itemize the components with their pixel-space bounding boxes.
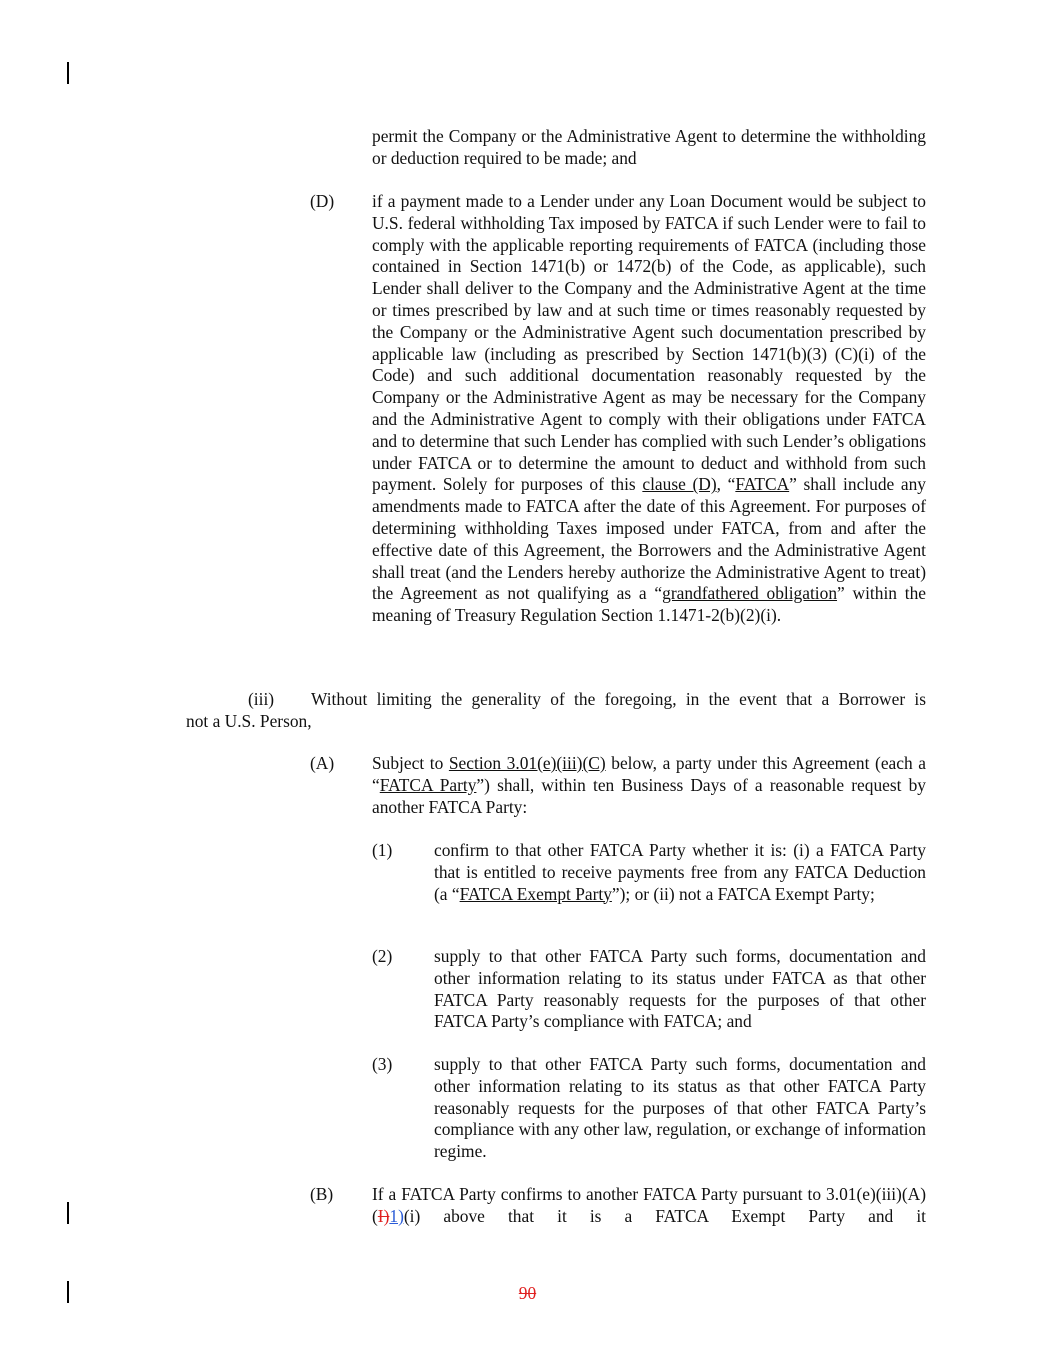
clause-d-label: (D) [310,191,335,211]
clause-d-reference: clause (D) [642,474,717,495]
section-reference: Section 3.01(e)(iii)(C) [448,753,606,773]
item-3-paragraph: supply to that other FATCA Party such forms, documentation and other information relating to its status as that other FATCA Party reasonably requests for the purposes of that other FATCA Party’s compliance with any other law, regulation, or exchange of information regime. [434,1054,926,1162]
continuation-paragraph: permit the Company or the Administrative Agent to determine the withholding or deduction required to be made; and [372,126,926,168]
item-1-paragraph: confirm to that other FATCA Party whether it is: (i) a FATCA Party that is entitled to receive payments free from any FATCA Deduction (a “FATCA Exempt Party”); or (ii) not a FATCA Exempt Party; [434,840,926,904]
item-2-label: (2) [372,946,393,966]
clause-d-paragraph: if a payment made to a Lender under any Loan Document would be subject to U.S. federal withholding Tax imposed by FATCA if such Lender were to fail to comply with the applicable reporting requirements of FATCA (including those contained in Section 1471(b) or 1472(b) of the Code, as applicable), such Lender shall deliver to the Company and the Administrative Agent at the time or times prescribed by law and at such time or times reasonably requested by the Company or the Administrative Agent such documentation prescribed by applicable law (including as prescribed by Section 1471(b)(3) (C)(i) of the Code) and such additional documentation reasonably requested by the Company or the Administrative Agent as may be necessary for the Company and the Administrative Agent to comply with their obligations under FATCA and to determine that such Lender has complied with such Lender’s obligations under FATCA or to determine the amount to deduct and withhold from such payment. Solely for purposes of this clause (D), “FATCA” shall include any amendments made to FATCA after the date of this Agreement. For purposes of determining withholding Taxes imposed under FATCA, from and after the effective date of this Agreement, the Borrowers and the Administrative Agent shall treat (and the Lenders hereby authorize the Administrative Agent to treat) the Agreement as not qualifying as a “grandfathered obligation” within the meaning of Treasury Regulation Section 1.1471-2(b)(2)(i). [372,191,927,626]
page-number: 90 [518,1283,537,1303]
inserted-text: 1) [389,1205,404,1226]
change-bar [67,62,69,84]
change-bar [67,1202,69,1224]
item-2-paragraph: supply to that other FATCA Party such forms, documentation and other information relating to its status under FATCA as that other FATCA Party reasonably requests for the purposes of that other FATCA Party’s compliance with FATCA; and [434,946,926,1032]
defined-term-fatca-exempt-party: FATCA Exempt Party [459,883,612,904]
defined-term-grandfathered-obligation: grandfathered obligation [662,583,838,604]
clause-a-label: (A) [310,753,335,773]
item-1-label: (1) [372,840,393,860]
defined-term-fatca-party: FATCA Party [379,774,477,795]
clause-iii-label: (iii) [248,689,275,709]
clause-iii-first-line: Without limiting the generality of the foregoing, in the event that a Borrower is [311,689,926,709]
deleted-text: I) [377,1205,390,1226]
item-3-label: (3) [372,1054,393,1074]
clause-b-paragraph: If a FATCA Party confirms to another FATCA Party pursuant to 3.01(e)(iii)(A)(I)1)(i) above that it is a FATCA Exempt Party and it [372,1184,926,1226]
clause-iii-second-line: not a U.S. Person, [186,711,312,731]
defined-term-fatca: FATCA [735,474,790,495]
clause-a-paragraph: Subject to Section 3.01(e)(iii)(C) below, a party under this Agreement (each a “FATCA Party”) shall, within ten Business Days of a reasonable request by another FATCA Party: [372,753,926,817]
clause-b-label: (B) [310,1184,334,1204]
